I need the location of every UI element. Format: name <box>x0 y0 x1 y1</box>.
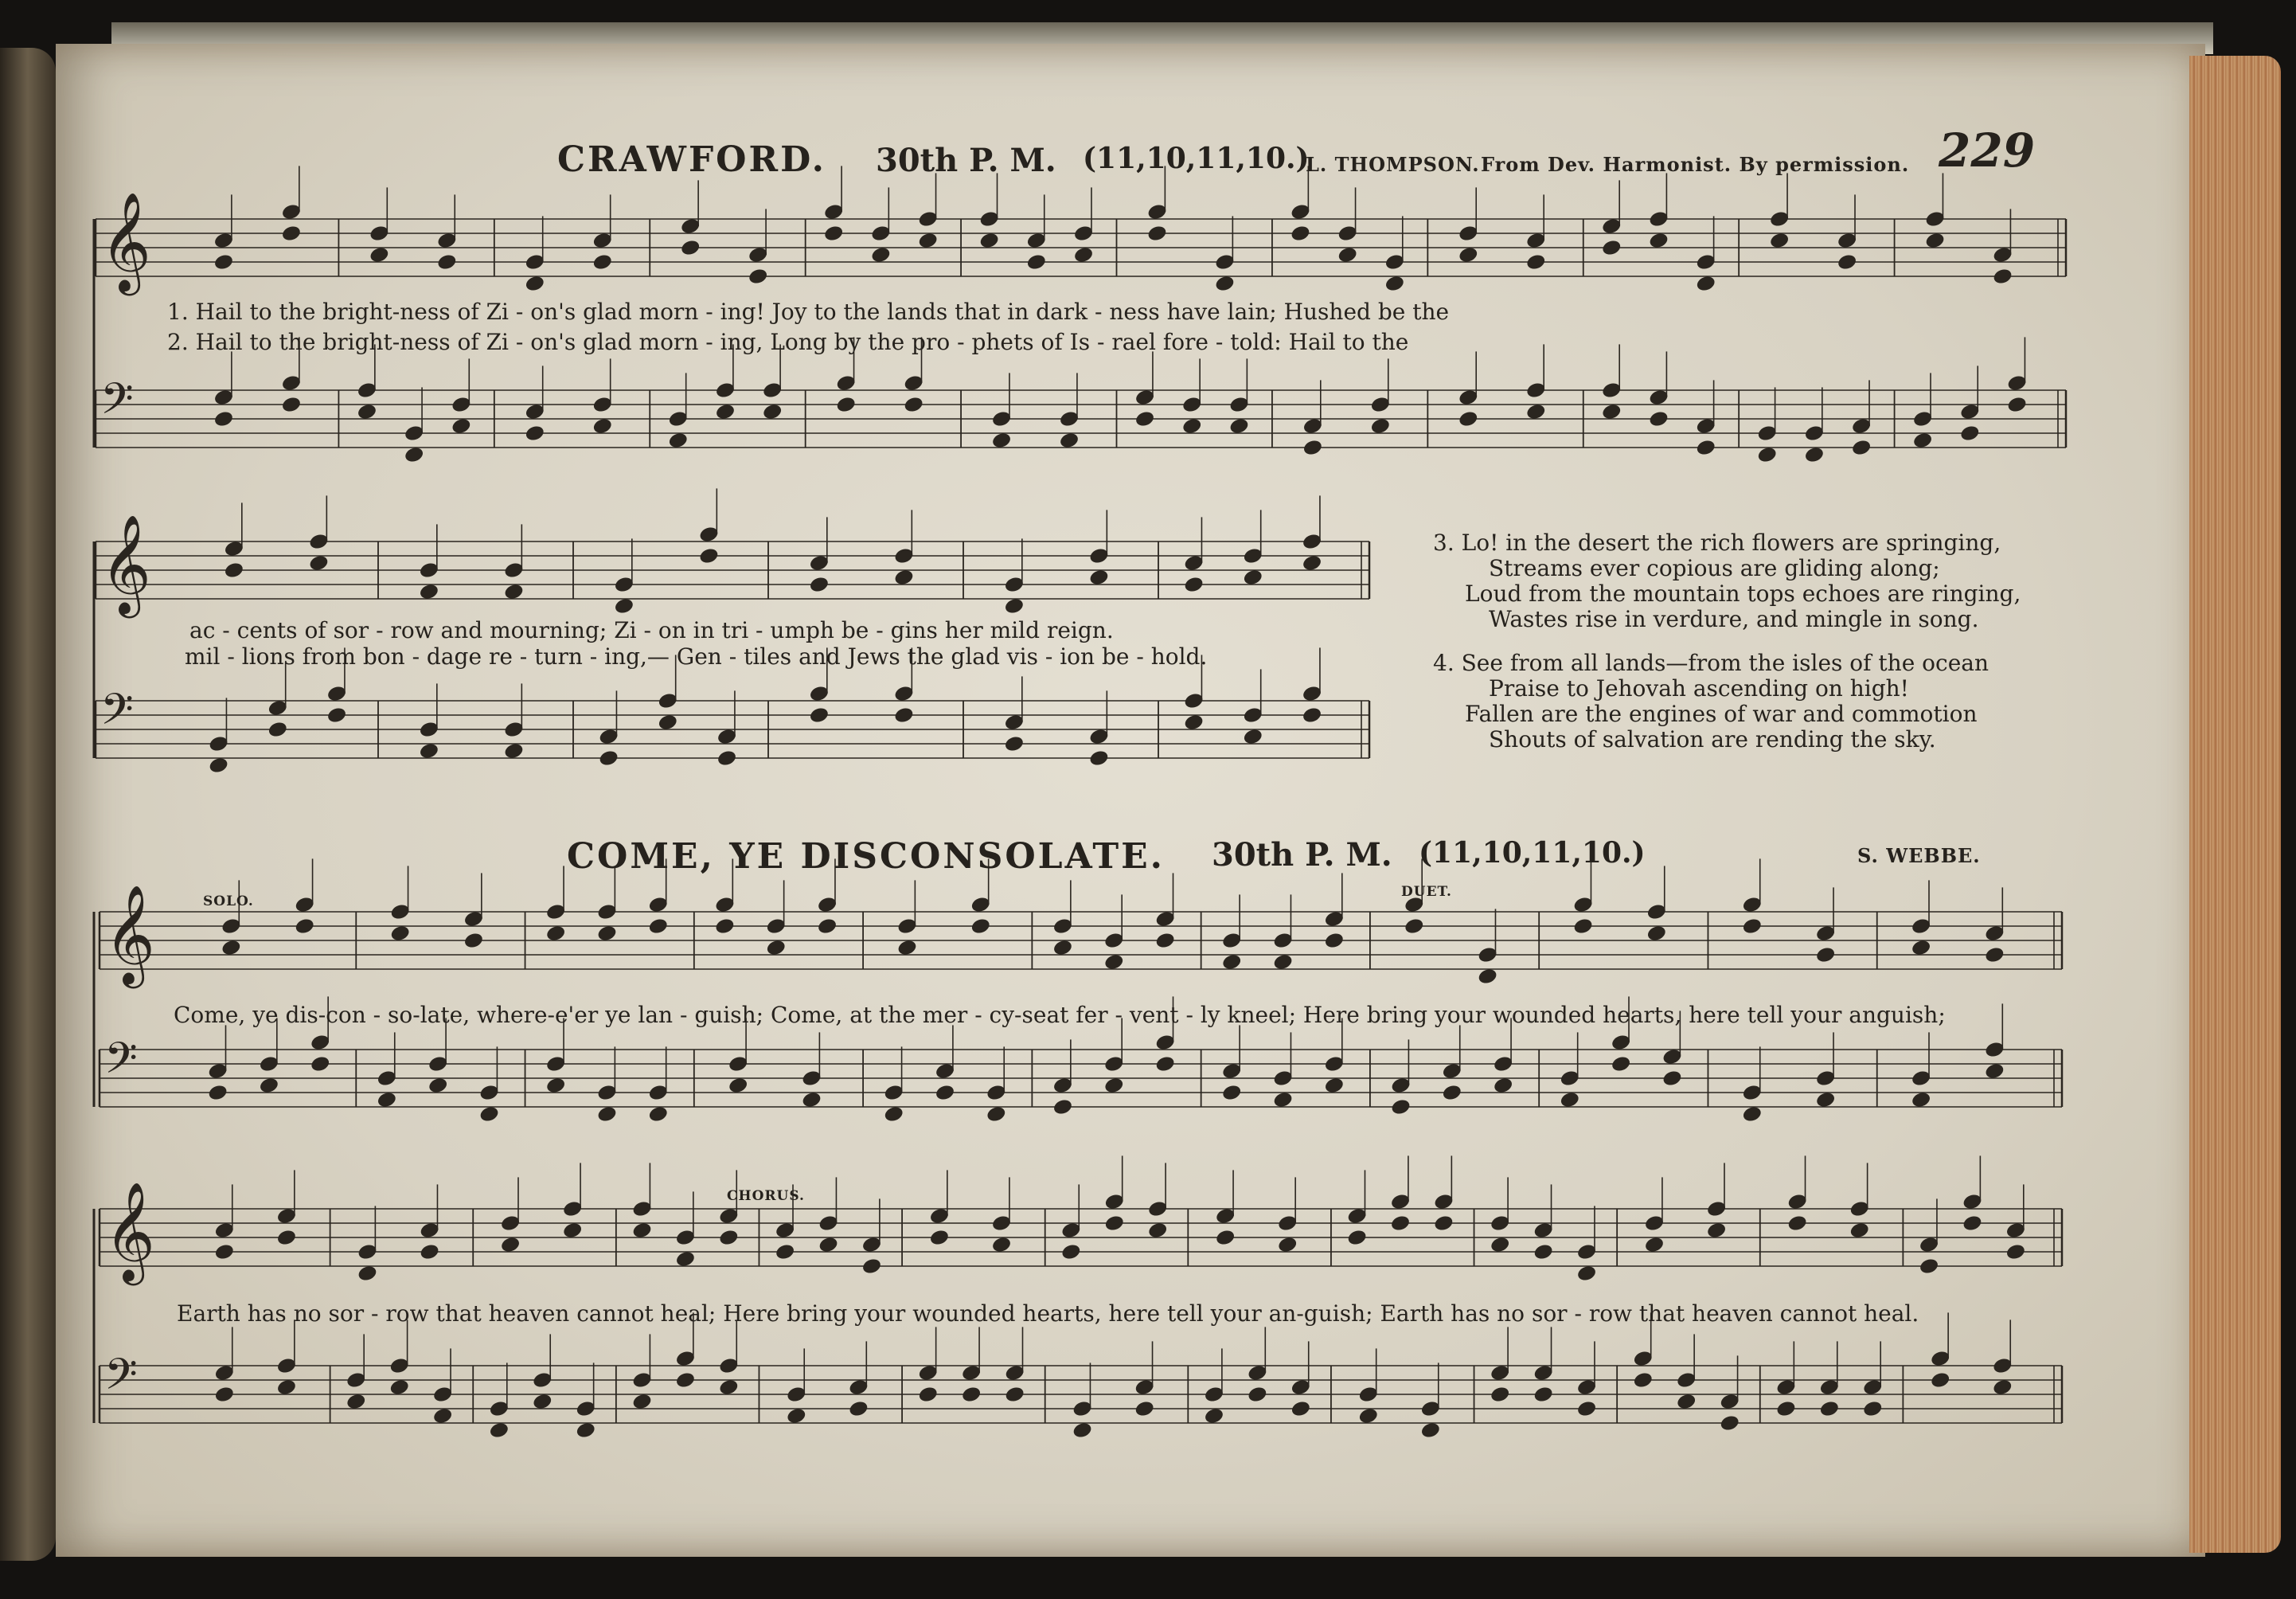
note-head <box>281 225 303 243</box>
note-head <box>978 232 1000 250</box>
verse3-line1: 3. Lo! in the desert the rich flowers are springing, <box>1433 530 2001 556</box>
note-head <box>267 721 289 739</box>
note-head <box>917 1386 939 1404</box>
note-head <box>631 1393 653 1411</box>
note-head <box>308 554 330 573</box>
note-head <box>870 246 892 264</box>
note-head <box>1228 417 1250 436</box>
note-head <box>1533 1243 1554 1261</box>
note-head <box>545 925 567 943</box>
hymn1-numbers: (11,10,11,10.) <box>1083 142 1310 175</box>
note-head <box>1442 1084 1463 1102</box>
note-head <box>1984 1062 2005 1081</box>
note-head <box>1390 1098 1412 1116</box>
note-head <box>1221 953 1243 972</box>
note-head <box>1052 939 1074 957</box>
note-head <box>1059 432 1080 450</box>
note-head <box>214 1386 236 1404</box>
note-head <box>917 232 939 250</box>
bass-clef: 𝄢 <box>104 1034 138 1094</box>
note-head <box>1676 1393 1697 1411</box>
note-head <box>1525 253 1547 272</box>
note-head <box>326 706 348 725</box>
note-head <box>592 417 614 436</box>
note-head <box>1147 1222 1169 1240</box>
note-head <box>419 1243 440 1261</box>
note-head <box>1390 1214 1412 1233</box>
note-head <box>1433 1214 1455 1233</box>
hymn1-meter: 30th P. M. <box>876 142 1056 179</box>
note-head <box>1384 275 1406 293</box>
hymn2-composer: S. WEBBE. <box>1857 844 1981 867</box>
verse3-line2: Streams ever copious are gliding along; <box>1489 555 1940 581</box>
note-head <box>1324 932 1345 950</box>
note-head <box>1775 1400 1797 1418</box>
note-head <box>775 1243 796 1261</box>
note-head <box>1103 953 1125 972</box>
note-head <box>503 742 525 760</box>
note-head <box>748 268 769 286</box>
note-head <box>1272 953 1294 972</box>
note-head <box>680 239 701 257</box>
note-head <box>1302 439 1324 457</box>
note-head <box>1815 946 1837 964</box>
note-head <box>1052 1098 1074 1116</box>
verse4-line3: Fallen are the engines of war and commotion <box>1465 701 1978 727</box>
note-head <box>532 1393 553 1411</box>
note-head <box>1243 728 1264 746</box>
verse4-line2: Praise to Jehovah ascending on high! <box>1489 675 1909 702</box>
note-head <box>1992 1378 2013 1397</box>
note-head <box>1648 410 1669 428</box>
note-head <box>503 583 525 601</box>
note-head <box>1601 239 1622 257</box>
note-head <box>2006 396 2028 414</box>
note-head <box>1912 432 1934 450</box>
note-head <box>961 1386 982 1404</box>
note-head <box>991 432 1013 450</box>
note-head <box>1742 1105 1763 1124</box>
note-head <box>991 1236 1013 1254</box>
note-head <box>1072 1421 1093 1440</box>
note-head <box>428 1077 449 1095</box>
note-head <box>1911 939 1932 957</box>
note-head <box>1646 925 1668 943</box>
note-head <box>1103 1077 1125 1095</box>
duet-mark: DUET. <box>1401 884 1452 900</box>
note-head <box>1706 1222 1728 1240</box>
note-head <box>728 1077 749 1095</box>
note-head <box>1290 225 1311 243</box>
note-head <box>1959 424 1981 443</box>
solo-mark: SOLO. <box>203 893 254 909</box>
note-head <box>357 403 378 421</box>
note-head <box>1849 1222 1870 1240</box>
hymn1-title: CRAWFORD. <box>557 139 826 180</box>
note-head <box>1346 1229 1368 1247</box>
note-head <box>1247 1386 1268 1404</box>
note-head <box>1804 446 1825 464</box>
note-head <box>1104 1214 1126 1233</box>
note-head <box>1962 1214 1983 1233</box>
hymn1-sys2-lyric-verse2: mil - lions from bon - dage re - turn - ing,— Gen - tiles and Jews the glad vis - ion be - hold. <box>185 643 1208 670</box>
note-head <box>1004 735 1025 753</box>
note-head <box>1134 1400 1155 1418</box>
note-head <box>1073 246 1095 264</box>
note-head <box>2005 1243 2027 1261</box>
note-head <box>1004 597 1025 616</box>
note-head <box>1490 1386 1511 1404</box>
note-head <box>1911 1091 1932 1109</box>
note-head <box>861 1257 883 1276</box>
note-head <box>1493 1077 1514 1095</box>
note-head <box>1291 1400 1312 1418</box>
note-head <box>451 417 472 436</box>
note-head <box>614 597 635 616</box>
note-head <box>575 1421 596 1440</box>
note-head <box>801 1091 822 1109</box>
note-head <box>903 396 924 414</box>
note-head <box>1154 1055 1176 1073</box>
chorus-mark: CHORUS. <box>727 1188 805 1204</box>
hymn2-sys1-lyric: Come, ye dis-con - so-late, where-e'er ye lan - guish; Come, at the mer - cy-seat fer - vent - ly kneel; Here bring your wounded hearts, here tell your anguish; <box>174 1002 1946 1028</box>
note-head <box>404 446 425 464</box>
note-head <box>935 1084 956 1102</box>
note-head <box>213 253 235 272</box>
note-head <box>213 410 235 428</box>
note-head <box>1576 1400 1598 1418</box>
note-head <box>698 547 720 565</box>
note-head <box>929 1229 951 1247</box>
hymn2-numbers: (11,10,11,10.) <box>1419 836 1646 870</box>
note-head <box>1992 268 2013 286</box>
note-head <box>1214 275 1236 293</box>
note-head <box>1302 706 1323 725</box>
note-head <box>1490 1236 1511 1254</box>
note-head <box>389 925 411 943</box>
note-head <box>1601 403 1622 421</box>
note-head <box>1004 1386 1025 1404</box>
note-head <box>1477 968 1498 986</box>
page-number: 229 <box>1939 123 2036 178</box>
note-head <box>592 253 614 272</box>
note-head <box>389 1378 410 1397</box>
note-head <box>893 569 915 587</box>
note-head <box>1088 569 1110 587</box>
note-head <box>818 1236 839 1254</box>
note-head <box>1819 1400 1841 1418</box>
note-head <box>463 932 485 950</box>
note-head <box>1815 1091 1837 1109</box>
note-head <box>207 1084 228 1102</box>
note-head <box>1183 576 1205 594</box>
treble-clef: 𝄞 <box>100 514 151 614</box>
note-head <box>224 561 245 580</box>
note-head <box>1862 1400 1884 1418</box>
note-head <box>1611 1055 1632 1073</box>
note-head <box>714 917 736 936</box>
note-head <box>357 1265 378 1283</box>
note-head <box>1146 225 1168 243</box>
note-head <box>377 1091 398 1109</box>
note-head <box>1644 1236 1665 1254</box>
treble-clef: 𝄞 <box>104 1181 155 1281</box>
note-head <box>631 1222 653 1240</box>
note-head <box>545 1077 567 1095</box>
note-head <box>419 742 440 760</box>
note-head <box>1930 1371 1951 1390</box>
note-head <box>1420 1421 1442 1440</box>
verse4-line4: Shouts of salvation are rending the sky. <box>1489 726 1936 753</box>
note-head <box>1183 713 1205 732</box>
note-head <box>1837 253 1858 272</box>
hymn1-sys1-lyric-verse2: 2. Hail to the bright-ness of Zi - on's glad morn - ing, Long by the pro - phets of Is - rael fore - told: Hail to the <box>167 329 1409 355</box>
hymn1-source: From Dev. Harmonist. By permission. <box>1481 153 1910 176</box>
note-head <box>598 749 619 768</box>
note-head <box>715 403 736 421</box>
note-head <box>1324 1077 1345 1095</box>
note-head <box>276 1229 298 1247</box>
hymn1-sys1-lyric-verse1: 1. Hail to the bright-ness of Zi - on's glad morn - ing! Joy to the lands that in dark - ness have lain; Hushed be the <box>167 299 1450 325</box>
note-head <box>1060 1243 1082 1261</box>
note-head <box>1576 1265 1598 1283</box>
note-head <box>817 917 838 936</box>
note-head <box>1154 932 1176 950</box>
note-head <box>1026 253 1048 272</box>
note-head <box>1742 917 1763 936</box>
verse3-line3: Loud from the mountain tops echoes are ringing, <box>1465 581 2021 607</box>
note-head <box>970 917 992 936</box>
note-head <box>717 749 738 768</box>
note-head <box>1204 1407 1225 1425</box>
note-head <box>648 917 670 936</box>
note-head <box>1756 446 1778 464</box>
note-head <box>259 1077 280 1095</box>
note-head <box>1404 917 1425 936</box>
note-head <box>1919 1257 1940 1276</box>
note-head <box>369 246 390 264</box>
note-head <box>1525 403 1547 421</box>
note-head <box>1719 1414 1740 1433</box>
note-head <box>432 1407 454 1425</box>
note-head <box>1221 1084 1243 1102</box>
hymn1-sys2-lyric-verse1: ac - cents of sor - row and mourning; Zi - on in tri - umph be - gins her mild reign. <box>189 617 1114 643</box>
note-head <box>1533 1386 1554 1404</box>
note-head <box>1134 410 1156 428</box>
note-head <box>1572 917 1594 936</box>
note-head <box>1337 246 1358 264</box>
note-head <box>718 1229 740 1247</box>
note-head <box>648 1105 670 1124</box>
note-head <box>883 1105 904 1124</box>
note-head <box>1370 417 1392 436</box>
note-head <box>276 1378 298 1397</box>
bass-clef: 𝄢 <box>104 1350 138 1410</box>
note-head <box>1769 232 1790 250</box>
note-head <box>596 925 618 943</box>
note-head <box>346 1393 367 1411</box>
note-head <box>1648 232 1669 250</box>
bass-clef: 𝄢 <box>100 374 134 435</box>
note-head <box>525 424 546 443</box>
note-head <box>718 1378 740 1397</box>
note-head <box>596 1105 618 1124</box>
note-head <box>525 275 546 293</box>
note-head <box>1215 1229 1236 1247</box>
note-head <box>1661 1069 1683 1088</box>
note-head <box>786 1407 807 1425</box>
note-head <box>489 1421 510 1440</box>
note-head <box>1458 246 1479 264</box>
note-head <box>310 1055 331 1073</box>
note-head <box>762 403 783 421</box>
note-head <box>986 1105 1007 1124</box>
note-head <box>1984 946 2005 964</box>
note-head <box>658 713 679 732</box>
note-head <box>419 583 440 601</box>
note-head <box>1695 439 1716 457</box>
note-head <box>1786 1214 1808 1233</box>
note-head <box>668 432 689 450</box>
note-head <box>765 939 787 957</box>
note-head <box>221 939 242 957</box>
hymn1-composer: L. THOMPSON. <box>1306 153 1480 176</box>
note-head <box>1088 749 1110 768</box>
note-head <box>848 1400 869 1418</box>
note-head <box>675 1371 697 1390</box>
treble-clef: 𝄞 <box>100 191 151 291</box>
note-head <box>1924 232 1946 250</box>
bass-clef: 𝄢 <box>100 685 134 745</box>
hymn2-title: COME, YE DISCONSOLATE. <box>567 836 1165 877</box>
note-head <box>1358 1407 1380 1425</box>
verse3-line4: Wastes rise in verdure, and mingle in song. <box>1489 606 1979 632</box>
note-head <box>1851 439 1872 457</box>
note-head <box>281 396 303 414</box>
note-head <box>823 225 845 243</box>
verse4-line1: 4. See from all lands—from the isles of the ocean <box>1433 650 1989 676</box>
note-head <box>1181 417 1203 436</box>
note-head <box>1458 410 1479 428</box>
note-head <box>1302 554 1323 573</box>
note-head <box>1277 1236 1298 1254</box>
note-head <box>436 253 458 272</box>
note-head <box>208 756 229 775</box>
note-head <box>214 1243 236 1261</box>
note-head <box>809 576 830 594</box>
note-head <box>1560 1091 1581 1109</box>
note-head <box>1695 275 1716 293</box>
hymn2-sys2-lyric: Earth has no sor - row that heaven cannot heal; Here bring your wounded hearts, here tell your an-guish; Earth has no sor - row that heaven cannot heal. <box>177 1300 1919 1327</box>
note-head <box>1272 1091 1294 1109</box>
note-head <box>1243 569 1264 587</box>
note-head <box>294 917 315 936</box>
note-head <box>500 1236 521 1254</box>
note-head <box>1633 1371 1654 1390</box>
hymn2-meter: 30th P. M. <box>1212 836 1392 874</box>
note-head <box>893 706 915 725</box>
note-head <box>809 706 830 725</box>
treble-clef: 𝄞 <box>104 884 155 984</box>
note-head <box>478 1105 500 1124</box>
note-head <box>675 1250 697 1269</box>
note-head <box>562 1222 584 1240</box>
note-head <box>835 396 857 414</box>
note-head <box>896 939 918 957</box>
